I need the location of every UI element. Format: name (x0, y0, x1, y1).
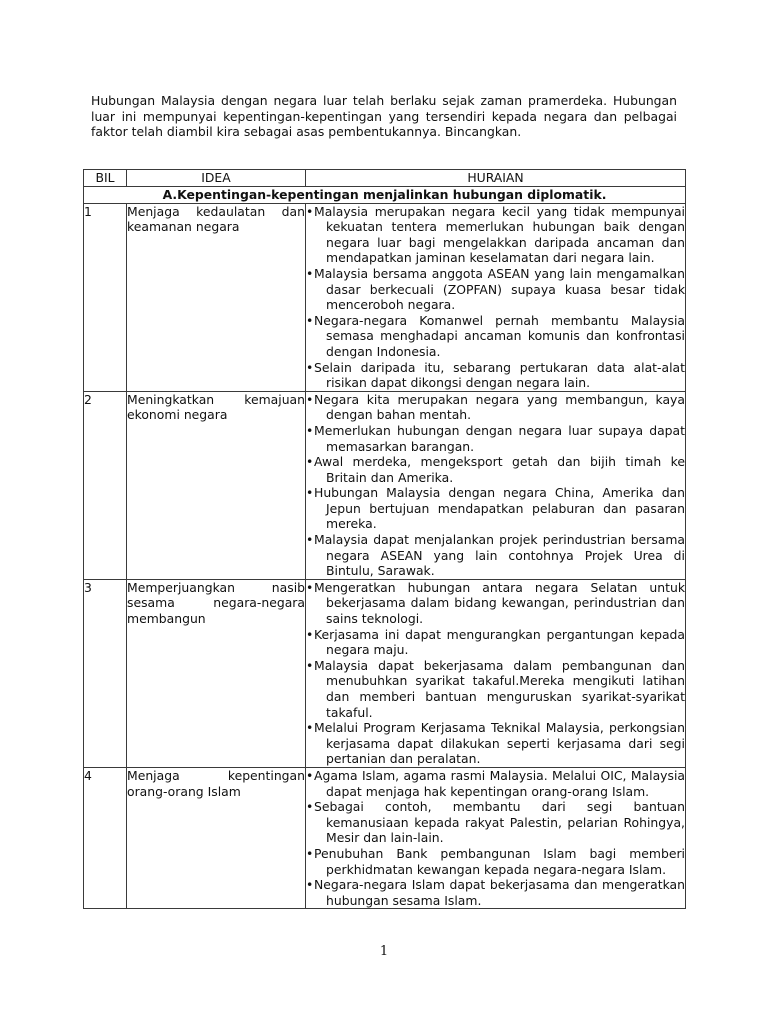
bullet-icon: • (306, 532, 314, 548)
row-huraian (306, 767, 686, 908)
row-bil: 1 (84, 203, 127, 391)
question-text: Hubungan Malaysia dengan negara luar telah berlaku sejak zaman pramerdeka. Hubungan luar ini mempunyai kepentingan-kepentingan yang tersendiri kepada negara dan pelbagai faktor telah diambil kira sebagai asas pembentukannya. Bincangkan. (91, 93, 677, 140)
point-text: Negara kita merupakan negara yang membangun, kaya dengan bahan mentah. (314, 391, 685, 423)
bullet-icon: • (306, 720, 314, 736)
table-row (84, 579, 686, 767)
list-item (306, 877, 685, 908)
point-text: Malaysia bersama anggota ASEAN yang lain mengamalkan dasar berkecuali (ZOPFAN) supaya kuasa besar tidak menceroboh negara. (314, 265, 685, 313)
point-text: Agama Islam, agama rasmi Malaysia. Melalui OIC, Malaysia dapat menjaga hak kepentingan orang-orang Islam. (314, 767, 685, 799)
bullet-icon: • (306, 657, 314, 673)
section-row (84, 186, 686, 203)
list-item (306, 799, 685, 846)
row-idea (127, 391, 306, 579)
bullet-icon: • (306, 485, 314, 501)
point-text: Negara-negara Komanwel pernah membantu Malaysia semasa menghadapi ancaman komunis dan konfrontasi dengan Indonesia. (314, 312, 685, 359)
list-item (306, 627, 685, 658)
bullet-icon: • (306, 359, 314, 375)
idea-text: Meningkatkan kemajuan ekonomi negara (127, 391, 305, 423)
point-text: Kerjasama ini dapat mengurangkan pergantungan kepada negara maju. (314, 626, 685, 658)
table-row (84, 391, 686, 579)
point-text: Melalui Program Kerjasama Teknikal Malaysia, perkongsian kerjasama dapat dilakukan seperti kerjasama dari segi pertanian dan peralatan. (314, 720, 685, 767)
bullet-icon: • (306, 799, 314, 815)
idea-text: Menjaga kepentingan orang-orang Islam (127, 767, 305, 799)
list-item (306, 720, 685, 767)
bullet-icon: • (306, 454, 314, 470)
row-bil: 2 (84, 391, 127, 579)
list-item (306, 658, 685, 720)
point-text: Mengeratkan hubungan antara negara Selatan untuk bekerjasama dalam bidang kewangan, perindustrian dan sains teknologi. (314, 579, 685, 627)
huraian-list (306, 768, 685, 908)
list-item (306, 846, 685, 877)
list-item (306, 392, 685, 423)
table-row (84, 767, 686, 908)
huraian-list (306, 392, 685, 579)
list-item (306, 360, 685, 391)
page-number: 1 (379, 944, 389, 959)
list-item (306, 313, 685, 360)
list-item (306, 768, 685, 799)
bullet-icon: • (306, 767, 314, 783)
list-item (306, 423, 685, 454)
idea-text: Menjaga kedaulatan dan keamanan negara (127, 203, 305, 235)
row-idea (127, 767, 306, 908)
list-item (306, 454, 685, 485)
row-bil: 3 (84, 579, 127, 767)
table-header-row (84, 170, 686, 187)
header-idea: IDEA (127, 170, 306, 187)
row-idea (127, 579, 306, 767)
point-text: Selain daripada itu, sebarang pertukaran data alat-alat risikan dapat dikongsi dengan negara lain. (314, 359, 685, 391)
point-text: Penubuhan Bank pembangunan Islam bagi memberi perkhidmatan kewangan kepada negara-negara Islam. (314, 845, 685, 877)
row-huraian (306, 579, 686, 767)
bullet-icon: • (306, 845, 314, 861)
point-text: Malaysia merupakan negara kecil yang tidak mempunyai kekuatan tentera memerlukan hubungan baik dengan negara luar bagi mengelakkan daripada ancaman dan mendapatkan jaminan keselamatan dari negara lain. (314, 203, 685, 266)
bullet-icon: • (306, 877, 314, 893)
point-text: Hubungan Malaysia dengan negara China, Amerika dan Jepun bertujuan mendapatkan pelaburan dan pasaran mereka. (314, 485, 685, 532)
row-bil: 4 (84, 767, 127, 908)
header-bil: BIL (84, 170, 127, 187)
point-text: Malaysia dapat menjalankan projek perindustrian bersama negara ASEAN yang lain contohnya Projek Urea di Bintulu, Sarawak. (314, 532, 685, 579)
section-title: A.Kepentingan-kepentingan menjalinkan hubungan diplomatik. (84, 186, 686, 203)
row-huraian (306, 203, 686, 391)
bullet-icon: • (306, 203, 314, 219)
idea-text: Memperjuangkan nasib sesama negara-negara membangun (127, 579, 305, 627)
bullet-icon: • (306, 626, 314, 642)
bullet-icon: • (306, 265, 314, 281)
table-row (84, 203, 686, 391)
point-text: Awal merdeka, mengeksport getah dan bijih timah ke Britain dan Amerika. (314, 454, 685, 485)
bullet-icon: • (306, 312, 314, 328)
point-text: Memerlukan hubungan dengan negara luar supaya dapat memasarkan barangan. (314, 422, 685, 454)
list-item (306, 485, 685, 532)
list-item (306, 580, 685, 627)
point-text: Malaysia dapat bekerjasama dalam pembangunan dan menubuhkan syarikat takaful.Mereka mengikuti latihan dan memberi bantuan menguruskan syarikat-syarikat takaful. (314, 657, 685, 720)
huraian-list (306, 580, 685, 767)
huraian-list (306, 204, 685, 391)
row-idea (127, 203, 306, 391)
header-huraian: HURAIAN (306, 170, 686, 187)
bullet-icon: • (306, 579, 314, 595)
list-item (306, 204, 685, 266)
list-item (306, 266, 685, 313)
row-huraian (306, 391, 686, 579)
point-text: Negara-negara Islam dapat bekerjasama dan mengeratkan hubungan sesama Islam. (314, 877, 685, 908)
bullet-icon: • (306, 391, 314, 407)
bullet-icon: • (306, 422, 314, 438)
answer-table (83, 169, 686, 909)
point-text: Sebagai contoh, membantu dari segi bantuan kemanusiaan kepada rakyat Palestin, pelarian Rohingya, Mesir dan lain-lain. (314, 799, 685, 846)
list-item (306, 532, 685, 579)
